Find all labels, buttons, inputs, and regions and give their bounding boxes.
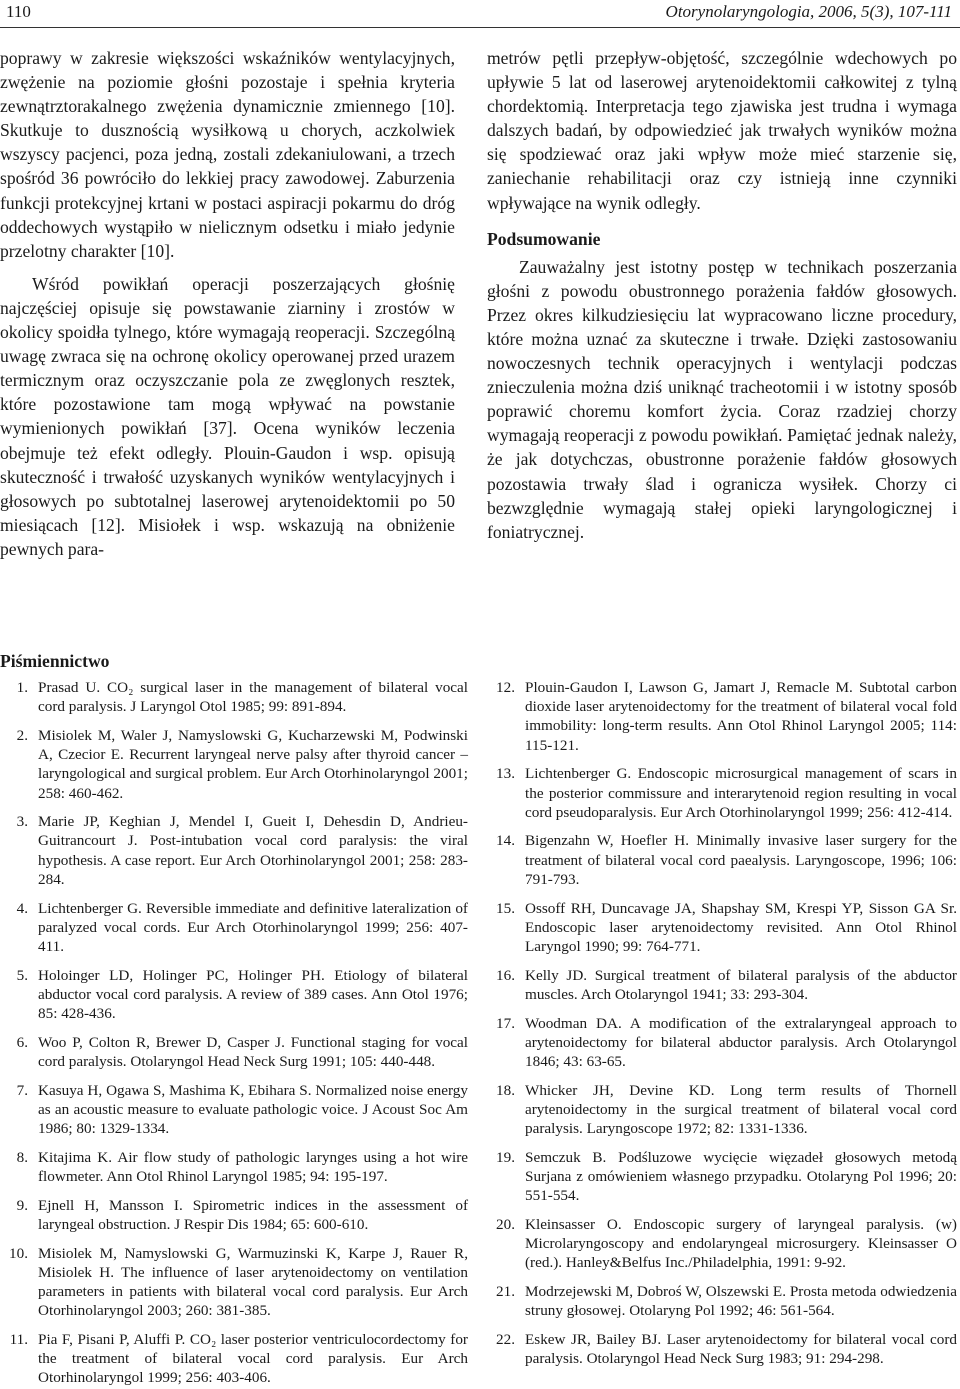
reference-number: 7. — [16, 1081, 28, 1099]
reference-item — [0, 1244, 468, 1321]
reference-number: 20. — [496, 1215, 515, 1233]
reference-text: Woo P, Colton R, Brewer D, Casper J. Functional staging for vocal cord paralysis. Otolaryngol Head Neck Surg 1991; 105: 440-448. — [38, 1033, 468, 1070]
journal-citation: Otorynolaryngologia, 2006, 5(3), 107-111 — [665, 2, 952, 21]
reference-text: Ossoff RH, Duncavage JA, Shapshay SM, Krespi YP, Sisson GA Sr. Endoscopic laser arytenoidectomy revisited. Ann Otol Rhinol Laryngol 1990; 99: 764-771. — [525, 899, 957, 955]
reference-number: 3. — [16, 813, 28, 831]
reference-item — [487, 678, 957, 755]
reference-item — [0, 812, 468, 889]
reference-item — [487, 764, 957, 822]
references-heading: Piśmiennictwo — [0, 651, 110, 671]
reference-text: Pia F, Pisani P, Aluffi P. CO₂ laser posterior ventriculocordectomy for the treatment of bilateral vocal cord paralysis. Eur Arch Otorhinolaryngol 1999; 256: 403-406. — [38, 1330, 468, 1387]
reference-text: Kleinsasser O. Endoscopic surgery of laryngeal paralysis. (w) Microlaryngoscopy and endolaryngeal microsurgery. Kleinsasser O (red.). Hanley&Belfus Inc./Philadelphia, 1991: 9-92. — [525, 1215, 957, 1272]
reference-number: 2. — [16, 726, 28, 744]
reference-number: 16. — [496, 966, 515, 984]
reference-item — [0, 678, 468, 716]
summary-paragraph: Zauważalny jest istotny postęp w technikach poszerzania głośni z powodu obustronnego porażenia fałdów głosowych. Przez okres kilkudziesięciu lat wypracowano liczne procedury, które można uznać za skuteczne i trwałe. Dzięki zastosowaniu nowoczesnych technik operacyjnych i wentylacji podczas znieczulenia można dziś uniknąć tracheotomii i w istotny sposób poprawić choremu komfort życia. Coraz rzadziej chorzy wymagają reoperacji z powodu powikłań. Pamiętać jednak należy, że jak dotychczas, obustronne porażenie fałdów głosowych pozostawia trwały ślad i ogranicza wysiłek. Chorzy ci bezwzględnie wymagają stałej opieki laryngologicznej i foniatrycznej. — [487, 256, 957, 542]
reference-item — [0, 899, 468, 957]
reference-item — [0, 726, 468, 803]
header-rule — [0, 27, 960, 28]
reference-item — [0, 1148, 468, 1186]
body-paragraph: Wśród powikłań operacji poszerzających głośnię najczęściej opisuje się powstawanie ziarniny i zrostów w okolicy spoidła tylnego, które wymagają reoperacji. Szczególną uwagę zwraca się na ochronę okolicy operowanej przed urazem termicznym oraz oczyszczanie pola ze zwęglonych resztek, które pozostawione tam mogą wpływać na powstanie wymienionych powikłań [37]. Ocena wyników leczenia obejmuje też efekt odległy. Plouin-Gaudon i wsp. opisują skuteczność i trwałość uzyskanych wyników wentylacyjnych i głosowych po subtotalnej laserowej arytenoidektomii po 50 miesiącach [12]. Misiołek i wsp. wskazują na obniżenie pewnych para- — [0, 273, 455, 559]
reference-text: Woodman DA. A modification of the extralaryngeal approach to arytenoidectomy for bilateral abductor paralysis. Arch Otolaryngol 1846; 43: 63-65. — [525, 1014, 957, 1070]
reference-text: Kasuya H, Ogawa S, Mashima K, Ebihara S. Normalized noise energy as an acoustic measure to evaluate pathologic voice. J Acoust Soc Am 1986; 80: 1329-1334. — [38, 1081, 468, 1138]
reference-number: 12. — [496, 679, 515, 696]
reference-item — [487, 899, 957, 957]
reference-text: Bigenzahn W, Hoefler H. Minimally invasive laser surgery for the treatment of bilateral vocal cord paealysis. Laryngoscope, 1996; 106: 791-793. — [525, 832, 957, 888]
reference-item — [487, 1148, 957, 1206]
reference-item — [0, 966, 468, 1024]
body-paragraph: metrów pętli przepływ-objętość, szczególnie wdechowych po upływie 5 lat od laserowej arytenoidektomii całkowitej z tylną chordektomią. Interpretacja tego zjawiska jest trudna i wymaga dalszych badań, by odpowiedzieć jak trwałych wyników można się spodziewać oraz jaki wpływ może mieć starzenie się, zaniechanie rehabilitacji oraz czy istnieją inne czynniki wpływające na wynik odległy. — [487, 48, 957, 213]
section-heading-summary: Podsumowanie — [487, 228, 601, 249]
reference-item — [0, 1081, 468, 1139]
reference-text: Prasad U. CO₂ surgical laser in the management of bilateral vocal cord paralysis. J Laryngol Otol 1985; 99: 891-894. — [38, 679, 468, 716]
reference-text: Marie JP, Keghian J, Mendel I, Gueit I, Dehesdin D, Andrieu-Guitrancourt J. Post-intubation vocal cord paralysis: the viral hypothesis. A case report. Eur Arch Otorhinolaryngol 2001; 258: 283-284. — [38, 813, 468, 888]
reference-number: 18. — [496, 1081, 515, 1099]
reference-item — [487, 1014, 957, 1072]
reference-number: 13. — [496, 765, 515, 783]
reference-number: 19. — [496, 1148, 515, 1166]
right-column — [487, 46, 957, 544]
reference-item — [487, 966, 957, 1004]
reference-text: Ejnell H, Mansson I. Spirometric indices in the assessment of laryngeal obstruction. J Respir Dis 1984; 65: 600-610. — [38, 1196, 468, 1233]
reference-text: Plouin-Gaudon I, Lawson G, Jamart J, Remacle M. Subtotal carbon dioxide laser arytenoidectomy for the treatment of bilateral vocal fold immobility: long-term results. Ann Otol Rhinol Laryngol 2005; 114: 115-121. — [525, 679, 957, 754]
body-paragraph: poprawy w zakresie większości wskaźników wentylacyjnych, zwężenie na poziomie głośni pozostaje i spełnia kryteria zewnątrztorakalnego zwężenia dynamicznie zmiennego [10]. Skutkuje to dusznością wysiłkową u chorych, aczkolwiek wszyscy pacjenci, poza jedną, zostali zdekaniulowani, a trzech spośród 36 powróciło do lekkiej pracy zawodowej. Zaburzenia funkcji protekcyjnej krtani w postaci aspiracji pokarmu do dróg oddechowych wystąpiło w nielicznym odsetku i miało jedynie przelotny charakter [10]. — [0, 48, 455, 261]
reference-number: 1. — [16, 679, 28, 696]
reference-number: 22. — [496, 1330, 515, 1348]
reference-item — [0, 1330, 468, 1388]
reference-item — [487, 831, 957, 889]
reference-item — [487, 1081, 957, 1139]
reference-number: 10. — [9, 1244, 28, 1262]
page-header — [0, 0, 960, 34]
reference-text: Whicker JH, Devine KD. Long term results of Thornell arytenoidectomy in the surgical treatment of bilateral vocal cord paralysis. Laryngoscope 1972; 82: 1331-1336. — [525, 1081, 957, 1138]
reference-number: 9. — [16, 1196, 28, 1214]
reference-item — [0, 1033, 468, 1071]
reference-number: 14. — [496, 832, 515, 850]
reference-item — [487, 1215, 957, 1273]
page-number: 110 — [6, 2, 31, 21]
reference-number: 8. — [16, 1148, 28, 1166]
reference-text: Kitajima K. Air flow study of pathologic larynges using a hot wire flowmeter. Ann Otol Rhinol Laryngol 1985; 94: 195-197. — [38, 1148, 468, 1185]
reference-text: Misiolek M, Namyslowski G, Warmuzinski K, Karpe J, Rauer R, Misiolek H. The influence of laser arytenoidectomy on ventilation parameters in patients with bilateral vocal cord paralysis. Eur Arch Otorhinolaryngol 2003; 260: 381-385. — [38, 1244, 468, 1320]
reference-text: Semczuk B. Podśluzowe wycięcie więzadeł głosowych metodą Surjana z omówieniem własnego przypadku. Otolaryng Pol 1996; 20: 551-554. — [525, 1148, 957, 1205]
reference-number: 17. — [496, 1014, 515, 1032]
reference-text: Kelly JD. Surgical treatment of bilateral paralysis of the abductor muscles. Arch Otolaryngol 1941; 33: 293-304. — [525, 966, 957, 1003]
reference-item — [0, 1196, 468, 1234]
reference-number: 5. — [16, 966, 28, 984]
reference-text: Holoinger LD, Holinger PC, Holinger PH. Etiology of bilateral abductor vocal cord paralysis. A review of 389 cases. Ann Otol 1976; 85: 428-436. — [38, 966, 468, 1023]
reference-number: 11. — [9, 1330, 28, 1348]
references-list-right — [487, 678, 957, 1378]
reference-text: Misiolek M, Waler J, Namyslowski G, Kucharzewski M, Podwinski A, Czecior E. Recurrent laryngeal nerve palsy after thyroid cancer – laryngological and surgical problem. Eur Arch Otorhinolaryngol 2001; 258: 460-462. — [38, 726, 468, 802]
reference-number: 15. — [496, 899, 515, 917]
reference-item — [487, 1282, 957, 1320]
reference-text: Modrzejewski M, Dobroś W, Olszewski E. Prosta metoda odwiedzenia struny głosowej. Otolaryng Pol 1992; 46: 561-564. — [525, 1282, 957, 1320]
reference-item — [487, 1330, 957, 1368]
reference-number: 21. — [496, 1282, 515, 1300]
reference-number: 6. — [16, 1033, 28, 1051]
reference-text: Lichtenberger G. Endoscopic microsurgical management of scars in the posterior commissure and interarytenoid region resulting in vocal cord pseudoparalysis. Eur Arch Otorhinolaryngol 1999; 256: 412-414. — [525, 765, 957, 821]
references-list-left — [0, 678, 468, 1389]
reference-number: 4. — [16, 899, 28, 917]
reference-text: Lichtenberger G. Reversible immediate and definitive lateralization of paralyzed vocal cords. Eur Arch Otorhinolaryngol 1999; 256: 407-411. — [38, 899, 468, 955]
reference-text: Eskew JR, Bailey BJ. Laser arytenoidectomy for bilateral vocal cord paralysis. Otolaryngol Head Neck Surg 1983; 91: 294-298. — [525, 1330, 957, 1368]
left-column — [0, 46, 455, 561]
